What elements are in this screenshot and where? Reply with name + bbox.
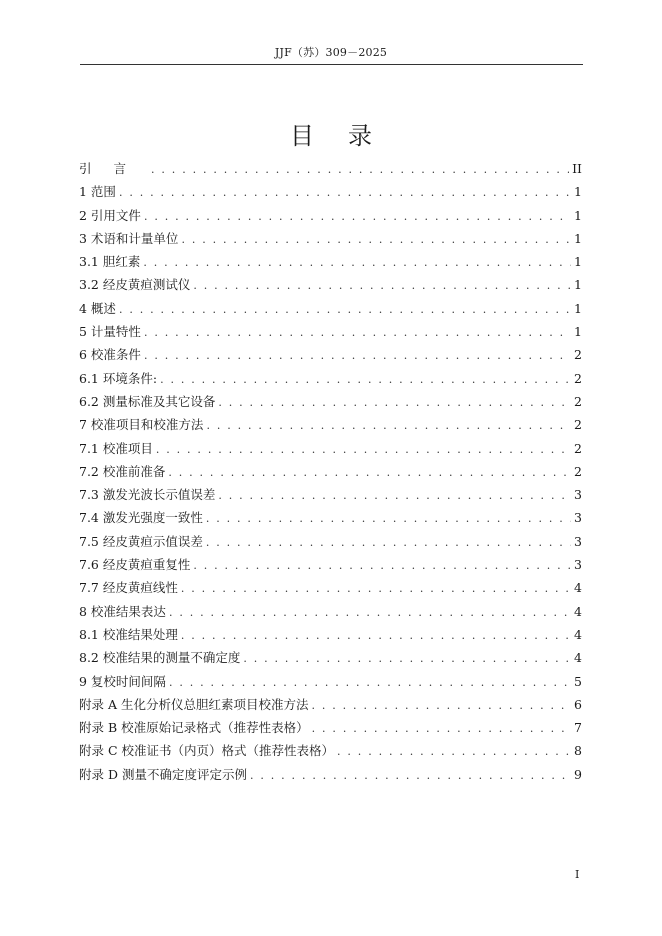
toc-dot-leader (218, 489, 571, 502)
toc-entry-page: 2 (574, 347, 582, 363)
toc-entry-label: 1 范围 (79, 184, 116, 200)
toc-entry-label: 9 复校时间间隔 (79, 673, 166, 689)
toc-entry-page: 1 (574, 230, 582, 246)
toc-entry-label: 引言 (79, 161, 149, 176)
toc-entry-page: 3 (574, 557, 582, 573)
toc-entry-label: 7.5 经皮黄疸示值误差 (79, 533, 203, 549)
toc-entry[interactable] (79, 672, 582, 695)
toc-entry[interactable] (79, 369, 582, 392)
table-of-contents (79, 159, 582, 788)
toc-entry[interactable] (79, 462, 582, 485)
toc-dot-leader (169, 606, 571, 619)
toc-entry-page: 2 (574, 417, 582, 433)
toc-entry[interactable] (79, 345, 582, 368)
toc-entry-label: 3.1 胆红素 (79, 254, 141, 270)
toc-entry-page: 4 (574, 650, 582, 666)
toc-entry-label: 8 校准结果表达 (79, 603, 166, 619)
toc-entry-label: 7.7 经皮黄疸线性 (79, 580, 178, 596)
toc-entry-label: 4 概述 (79, 300, 116, 316)
toc-entry[interactable] (79, 159, 582, 182)
toc-entry[interactable] (79, 415, 582, 438)
toc-dot-leader (312, 722, 571, 735)
toc-entry-page: 2 (574, 440, 582, 456)
toc-entry-label: 6.2 测量标准及其它设备 (79, 393, 216, 409)
toc-dot-leader (119, 186, 571, 199)
toc-dot-leader (206, 512, 571, 525)
toc-entry[interactable] (79, 439, 582, 462)
toc-dot-leader (151, 163, 569, 176)
toc-entry-page: 4 (574, 626, 582, 642)
toc-entry-page: 2 (574, 370, 582, 386)
toc-entry[interactable] (79, 508, 582, 531)
toc-entry-page: 1 (574, 300, 582, 316)
toc-entry-page: 1 (574, 184, 582, 200)
toc-entry-page: 2 (574, 463, 582, 479)
toc-entry-label: 7.6 经皮黄疸重复性 (79, 557, 191, 573)
toc-entry-label: 2 引用文件 (79, 207, 141, 223)
toc-entry[interactable] (79, 555, 582, 578)
toc-entry-page: 1 (574, 324, 582, 340)
toc-entry[interactable] (79, 765, 582, 788)
page-number: I (575, 868, 580, 881)
toc-dot-leader (143, 256, 571, 269)
toc-entry-page: 1 (574, 254, 582, 270)
toc-entry[interactable] (79, 741, 582, 764)
toc-entry-label: 8.2 校准结果的测量不确定度 (79, 650, 241, 666)
toc-entry[interactable] (79, 532, 582, 555)
toc-entry-label: 附录 B 校准原始记录格式（推荐性表格） (79, 720, 309, 736)
toc-entry[interactable] (79, 206, 582, 229)
toc-entry-label: 8.1 校准结果处理 (79, 626, 178, 642)
toc-dot-leader (156, 443, 571, 456)
toc-dot-leader (243, 652, 571, 665)
toc-dot-leader (337, 745, 571, 758)
toc-dot-leader (119, 303, 571, 316)
toc-entry[interactable] (79, 299, 582, 322)
toc-dot-leader (193, 559, 571, 572)
toc-entry-page: 7 (574, 720, 582, 736)
toc-entry[interactable] (79, 625, 582, 648)
toc-entry[interactable] (79, 718, 582, 741)
toc-entry-page: 5 (574, 673, 582, 689)
toc-dot-leader (218, 396, 571, 409)
toc-dot-leader (160, 373, 571, 386)
toc-entry-page: 3 (574, 510, 582, 526)
toc-entry[interactable] (79, 485, 582, 508)
toc-dot-leader (250, 769, 571, 782)
toc-entry-page: 8 (574, 743, 582, 759)
toc-entry-label: 附录 A 生化分析仪总胆红素项目校准方法 (79, 696, 309, 712)
toc-entry-page: 1 (574, 207, 582, 223)
toc-entry-page: 4 (574, 603, 582, 619)
toc-entry-label: 3.2 经皮黄疸测试仪 (79, 277, 191, 293)
toc-dot-leader (193, 279, 571, 292)
toc-entry-page: 4 (574, 580, 582, 596)
toc-entry-label: 3 术语和计量单位 (79, 230, 179, 246)
toc-entry[interactable] (79, 229, 582, 252)
page-title: 目录 (290, 122, 406, 151)
toc-dot-leader (181, 629, 571, 642)
toc-entry-label: 7.1 校准项目 (79, 440, 153, 456)
toc-dot-leader (169, 676, 571, 689)
toc-entry[interactable] (79, 182, 582, 205)
toc-entry-page: 6 (574, 696, 582, 712)
toc-dot-leader (144, 210, 571, 223)
toc-entry-label: 7.2 校准前准备 (79, 463, 166, 479)
toc-entry[interactable] (79, 648, 582, 671)
toc-entry-label: 6.1 环境条件: (79, 370, 158, 386)
toc-entry[interactable] (79, 695, 582, 718)
document-header-code: JJF（苏）309－2025 (274, 46, 388, 59)
toc-entry[interactable] (79, 252, 582, 275)
toc-dot-leader (181, 582, 571, 595)
toc-entry-page: 2 (574, 393, 582, 409)
toc-dot-leader (181, 233, 571, 246)
toc-entry-page: II (572, 161, 582, 176)
toc-entry-page: 1 (574, 277, 582, 293)
toc-entry[interactable] (79, 602, 582, 625)
toc-entry-label: 7.3 激发光波长示值误差 (79, 487, 216, 503)
header-divider (80, 64, 583, 65)
toc-entry-label: 7 校准项目和校准方法 (79, 417, 204, 433)
toc-entry-page: 3 (574, 487, 582, 503)
toc-entry[interactable] (79, 578, 582, 601)
toc-entry[interactable] (79, 275, 582, 298)
toc-entry-label: 附录 C 校准证书（内页）格式（推荐性表格） (79, 743, 335, 759)
toc-entry[interactable] (79, 392, 582, 415)
toc-entry[interactable] (79, 322, 582, 345)
toc-dot-leader (311, 699, 571, 712)
toc-dot-leader (144, 326, 571, 339)
toc-entry-label: 附录 D 测量不确定度评定示例 (79, 766, 247, 782)
toc-entry-page: 3 (574, 533, 582, 549)
toc-dot-leader (206, 536, 571, 549)
toc-dot-leader (144, 349, 571, 362)
toc-entry-label: 5 计量特性 (79, 324, 141, 340)
toc-entry-page: 9 (574, 766, 582, 782)
toc-dot-leader (168, 466, 571, 479)
toc-entry-label: 7.4 激发光强度一致性 (79, 510, 203, 526)
toc-dot-leader (206, 419, 571, 432)
toc-entry-label: 6 校准条件 (79, 347, 141, 363)
